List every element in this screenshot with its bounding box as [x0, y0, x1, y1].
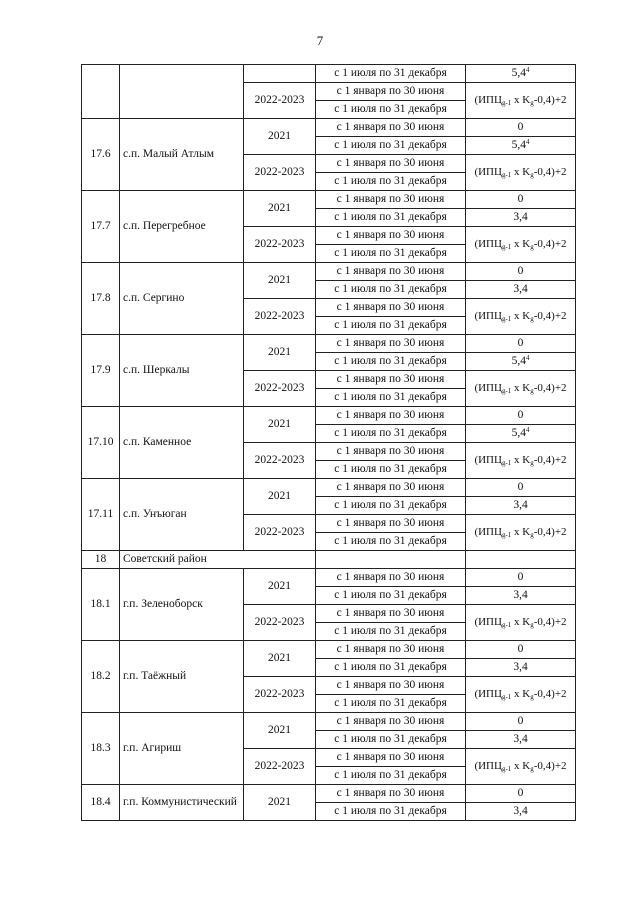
formula-cell: ($ИПЦ_{g-1}$ х $K_g-0,4)+2$ [466, 677, 576, 713]
value-cell: 0 [466, 263, 576, 281]
table-row [82, 641, 576, 659]
value-cell [466, 587, 576, 605]
year-cell: 2022-2023 [244, 155, 316, 191]
footnote-mark: 4 [525, 354, 530, 362]
year-cell: 2021 [244, 335, 316, 371]
settlement-name-cell: с.п. Перегребное [120, 191, 244, 263]
period-cell: с 1 января по 30 июня [316, 371, 466, 389]
period-cell: с 1 января по 30 июня [316, 569, 466, 587]
year-cell: 2022-2023 [244, 371, 316, 407]
value-cell: 3,4 [466, 803, 576, 821]
row-number-cell: 17.10 [82, 407, 120, 479]
value-cell [466, 353, 576, 371]
formula-cell: ($ИПЦ_{g-1}$ х $K_g-0,4)+2$ [466, 605, 576, 641]
formula-cell: ($ИПЦ_{g-1}$ х $K_g-0,4)+2$ [466, 155, 576, 191]
row-number-cell: 17.8 [82, 263, 120, 335]
row-number-cell: 18.1 [82, 569, 120, 641]
period-cell: с 1 июля по 31 декабря [316, 65, 466, 83]
formula-cell: ($ИПЦ_{g-1}$ х $K_g-0,4)+2$ [466, 227, 576, 263]
year-cell: 2022-2023 [244, 83, 316, 119]
period-cell: с 1 июля по 31 декабря [316, 137, 466, 155]
tariff-table-body [82, 65, 576, 821]
period-cell: с 1 января по 30 июня [316, 479, 466, 497]
value-text: 5,4 [511, 355, 526, 367]
period-cell: с 1 января по 30 июня [316, 119, 466, 137]
year-cell: 2022-2023 [244, 605, 316, 641]
value-cell [466, 281, 576, 299]
value-cell: 0 [466, 569, 576, 587]
footnote-mark: 4 [525, 138, 530, 146]
year-cell: 2021 [244, 641, 316, 677]
period-cell: с 1 июля по 31 декабря [316, 497, 466, 515]
period-cell: с 1 июля по 31 декабря [316, 389, 466, 407]
settlement-name-cell: с.п. Сергино [120, 263, 244, 335]
settlement-name-cell: г.п. Коммунистический [120, 785, 244, 821]
value-cell: 0 [466, 335, 576, 353]
row-number-cell: 17.7 [82, 191, 120, 263]
table-row [82, 713, 576, 731]
year-cell: 2021 [244, 191, 316, 227]
settlement-name-cell: с.п. Каменное [120, 407, 244, 479]
period-cell: с 1 января по 30 июня [316, 515, 466, 533]
period-cell: с 1 января по 30 июня [316, 443, 466, 461]
value-text: 3,4 [513, 283, 528, 295]
value-cell: 0 [466, 119, 576, 137]
value-text: 3,4 [513, 499, 528, 511]
period-cell: с 1 января по 30 июня [316, 749, 466, 767]
period-cell: с 1 июля по 31 декабря [316, 587, 466, 605]
formula-cell: ($ИПЦ_{g-1}$ х $K_g-0,4)+2$ [466, 83, 576, 119]
year-cell: 2021 [244, 479, 316, 515]
row-number-cell [82, 65, 120, 119]
value-cell: 0 [466, 191, 576, 209]
formula-cell: ($ИПЦ_{g-1}$ х $K_g-0,4)+2$ [466, 749, 576, 785]
row-number-cell: 18.2 [82, 641, 120, 713]
settlement-name-cell: г.п. Зеленоборск [120, 569, 244, 641]
period-cell: с 1 июля по 31 декабря [316, 101, 466, 119]
empty-cell [466, 551, 576, 569]
value-cell [466, 425, 576, 443]
formula-cell: ($ИПЦ_{g-1}$ х $K_g-0,4)+2$ [466, 515, 576, 551]
table-row [82, 263, 576, 281]
value-cell: 0 [466, 713, 576, 731]
value-cell [466, 731, 576, 749]
settlement-name-cell: с.п. Унъюган [120, 479, 244, 551]
period-cell: с 1 июля по 31 декабря [316, 173, 466, 191]
value-cell: 0 [466, 479, 576, 497]
formula-cell: ($ИПЦ_{g-1}$ х $K_g-0,4)+2$ [466, 299, 576, 335]
period-cell: с 1 января по 30 июня [316, 335, 466, 353]
period-cell: с 1 января по 30 июня [316, 299, 466, 317]
footnote-mark: 4 [525, 66, 530, 74]
formula-cell: ($ИПЦ_{g-1}$ х $K_g-0,4)+2$ [466, 443, 576, 479]
page-number: 7 [316, 33, 324, 48]
year-cell: 2021 [244, 785, 316, 821]
period-cell: с 1 июля по 31 декабря [316, 461, 466, 479]
value-cell [466, 137, 576, 155]
value-text: 3,4 [513, 589, 528, 601]
table-row [82, 191, 576, 209]
period-cell: с 1 января по 30 июня [316, 641, 466, 659]
period-cell: с 1 июля по 31 декабря [316, 353, 466, 371]
period-cell: с 1 июля по 31 декабря [316, 533, 466, 551]
table-row [82, 479, 576, 497]
period-cell: с 1 июля по 31 декабря [316, 659, 466, 677]
period-cell: с 1 июля по 31 декабря [316, 245, 466, 263]
table-row [82, 335, 576, 353]
value-text: 5,4 [511, 67, 526, 79]
period-cell: с 1 июля по 31 декабря [316, 623, 466, 641]
period-cell: с 1 июля по 31 декабря [316, 209, 466, 227]
year-cell: 2022-2023 [244, 749, 316, 785]
period-cell: с 1 июля по 31 декабря [316, 425, 466, 443]
table-row [82, 569, 576, 587]
value-text: 3,4 [513, 661, 528, 673]
year-cell: 2022-2023 [244, 299, 316, 335]
formula-cell: ($ИПЦ_{g-1}$ х $K_g-0,4)+2$ [466, 371, 576, 407]
period-cell: с 1 июля по 31 декабря [316, 695, 466, 713]
year-cell: 2022-2023 [244, 443, 316, 479]
period-cell: с 1 января по 30 июня [316, 191, 466, 209]
row-number-cell: 17.6 [82, 119, 120, 191]
table-row [82, 65, 576, 83]
period-cell: с 1 июля по 31 декабря [316, 731, 466, 749]
period-cell: с 1 января по 30 июня [316, 83, 466, 101]
period-cell: с 1 января по 30 июня [316, 227, 466, 245]
value-text: 5,4 [511, 427, 526, 439]
table-row [82, 119, 576, 137]
settlement-name-cell: с.п. Шеркалы [120, 335, 244, 407]
period-cell: с 1 января по 30 июня [316, 785, 466, 803]
value-cell [466, 497, 576, 515]
settlement-name-cell: с.п. Малый Атлым [120, 119, 244, 191]
value-text: 3,4 [513, 211, 528, 223]
year-cell: 2022-2023 [244, 677, 316, 713]
period-cell: с 1 июля по 31 декабря [316, 317, 466, 335]
value-cell [466, 65, 576, 83]
row-number-cell: 17.11 [82, 479, 120, 551]
value-text: 3,4 [513, 733, 528, 745]
period-cell: с 1 января по 30 июня [316, 407, 466, 425]
year-cell: 2021 [244, 713, 316, 749]
row-number-cell: 18.4 [82, 785, 120, 821]
value-cell [466, 659, 576, 677]
period-cell: с 1 января по 30 июня [316, 677, 466, 695]
district-number-cell: 18 [82, 551, 120, 569]
value-cell: 0 [466, 407, 576, 425]
period-cell: с 1 июля по 31 декабря [316, 281, 466, 299]
value-text: 5,4 [511, 139, 526, 151]
year-cell: 2022-2023 [244, 227, 316, 263]
tariff-table [81, 64, 576, 821]
value-cell [466, 209, 576, 227]
year-cell: 2021 [244, 407, 316, 443]
footnote-mark: 4 [525, 426, 530, 434]
row-number-cell: 18.3 [82, 713, 120, 785]
value-cell: 0 [466, 785, 576, 803]
period-cell: с 1 января по 30 июня [316, 155, 466, 173]
year-cell: 2021 [244, 569, 316, 605]
period-cell: с 1 июля по 31 декабря [316, 767, 466, 785]
value-cell: 0 [466, 641, 576, 659]
table-row [82, 785, 576, 803]
year-cell: 2021 [244, 119, 316, 155]
period-cell: с 1 января по 30 июня [316, 605, 466, 623]
year-cell: 2021 [244, 263, 316, 299]
period-cell: с 1 января по 30 июня [316, 713, 466, 731]
period-cell: с 1 июля по 31 декабря [316, 803, 466, 821]
row-number-cell: 17.9 [82, 335, 120, 407]
year-cell: 2022-2023 [244, 515, 316, 551]
district-name-cell: Советский район [120, 551, 316, 569]
period-cell: с 1 января по 30 июня [316, 263, 466, 281]
settlement-name-cell [120, 65, 244, 119]
settlement-name-cell: г.п. Агириш [120, 713, 244, 785]
year-cell [244, 65, 316, 83]
settlement-name-cell: г.п. Таёжный [120, 641, 244, 713]
empty-cell [316, 551, 466, 569]
table-row [82, 407, 576, 425]
table-row [82, 551, 576, 569]
